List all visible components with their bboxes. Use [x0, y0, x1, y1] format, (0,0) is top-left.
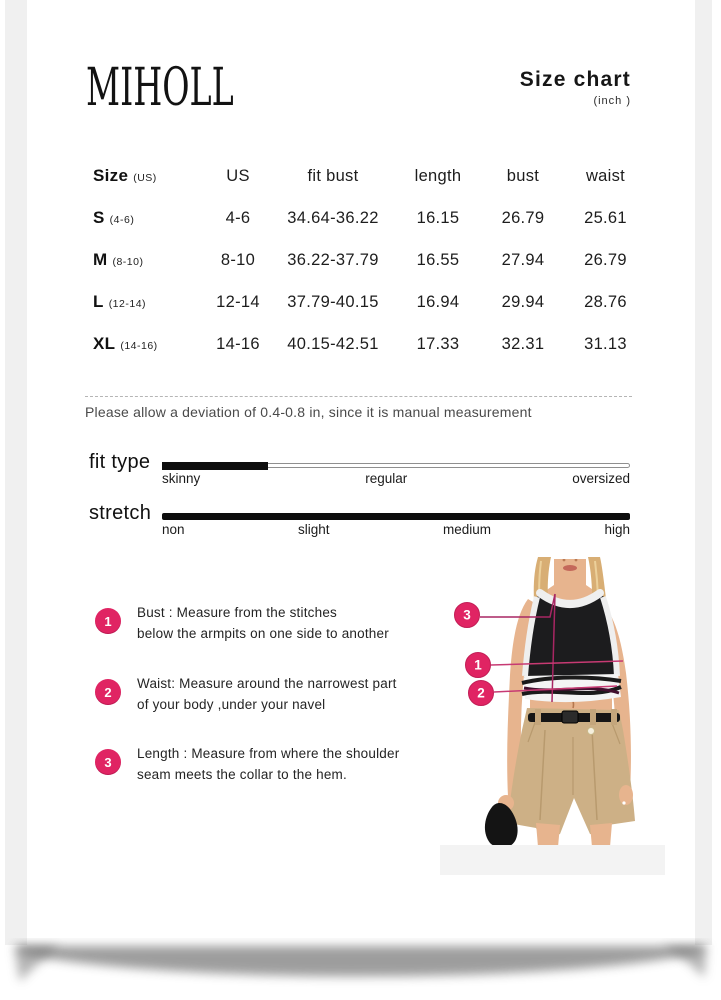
table-cell: 27.94	[501, 250, 545, 269]
table-cell: 17.33	[416, 334, 460, 353]
size-chart-title-block	[520, 68, 631, 107]
col-header-us: US	[226, 166, 250, 185]
table-cell: 37.79-40.15	[287, 292, 379, 311]
marker-bust: 1	[474, 657, 482, 673]
unit-label: (inch )	[593, 95, 631, 107]
page-title: Size chart	[519, 68, 631, 91]
table-cell: 34.64-36.22	[287, 208, 379, 227]
stretch-slider	[162, 513, 630, 520]
fit-option-regular: regular	[365, 471, 408, 486]
background-edge-left	[5, 0, 27, 945]
col-header-waist: waist	[585, 166, 626, 185]
table-cell: 8-10	[220, 250, 256, 269]
table-cell: 25.61	[584, 208, 627, 227]
table-row-size-label: S (4-6)	[93, 208, 135, 227]
table-cell: 36.22-37.79	[287, 250, 379, 269]
table-row-size-label: XL (14-16)	[93, 334, 158, 353]
fit-type-slider-track	[268, 463, 630, 468]
fit-type-options	[162, 471, 630, 486]
fit-type-slider	[162, 461, 630, 470]
dashed-divider	[85, 396, 632, 397]
measurement-text-waist: Waist: Measure around the narrowest part of your body ,under your navel	[137, 676, 397, 712]
stretch-options	[162, 522, 630, 537]
stretch-option-high: high	[604, 522, 630, 537]
table-cell: 4-6	[225, 208, 251, 227]
number-badge-1: 1	[95, 608, 121, 634]
table-cell: 31.13	[584, 334, 627, 353]
table-cell: 12-14	[216, 292, 260, 311]
stretch-option-slight: slight	[298, 522, 330, 537]
table-row-size-label: M (8-10)	[93, 250, 144, 269]
marker-length: 3	[463, 607, 471, 623]
stretch-option-medium: medium	[442, 522, 491, 537]
number-badge-2: 2	[95, 679, 121, 705]
stretch-option-non: non	[162, 522, 185, 537]
table-cell: 29.94	[501, 292, 545, 311]
fit-type-slider-fill	[162, 462, 268, 470]
table-cell: 16.55	[416, 250, 460, 269]
table-cell: 16.94	[416, 292, 460, 311]
col-header-bust: bust	[506, 166, 540, 185]
size-chart-card	[27, 0, 695, 945]
col-header-size: Size (US)	[93, 166, 157, 185]
brand-logo: MIHOLL	[86, 58, 234, 118]
measurement-text-length: Length : Measure from where the shoulder seam meets the collar to the hem.	[137, 746, 400, 782]
table-cell: 14-16	[216, 334, 260, 353]
fit-option-skinny: skinny	[162, 471, 201, 486]
table-cell: 16.15	[416, 208, 460, 227]
size-table	[93, 155, 648, 365]
deviation-note: Please allow a deviation of 0.4-0.8 in, since it is manual measurement	[85, 404, 532, 420]
col-header-length: length	[414, 166, 462, 185]
fit-option-oversized: oversized	[572, 471, 630, 486]
stretch-label: stretch	[89, 502, 152, 524]
table-cell: 26.79	[501, 208, 545, 227]
number-badge-3: 3	[95, 749, 121, 775]
col-header-fit-bust: fit bust	[307, 166, 359, 185]
table-cell: 32.31	[501, 334, 545, 353]
fit-type-label: fit type	[89, 451, 151, 473]
marker-waist: 2	[477, 685, 485, 701]
page-bottom-shadow	[0, 938, 721, 1000]
model-photo	[440, 555, 665, 875]
background-edge-right	[695, 0, 712, 945]
table-cell: 28.76	[584, 292, 627, 311]
model-illustration	[440, 555, 665, 875]
measurement-text-bust: Bust : Measure from the stitches below the armpits on one side to another	[137, 605, 389, 641]
table-row-size-label: L (12-14)	[93, 292, 147, 311]
table-cell: 26.79	[584, 250, 627, 269]
table-cell: 40.15-42.51	[287, 334, 379, 353]
